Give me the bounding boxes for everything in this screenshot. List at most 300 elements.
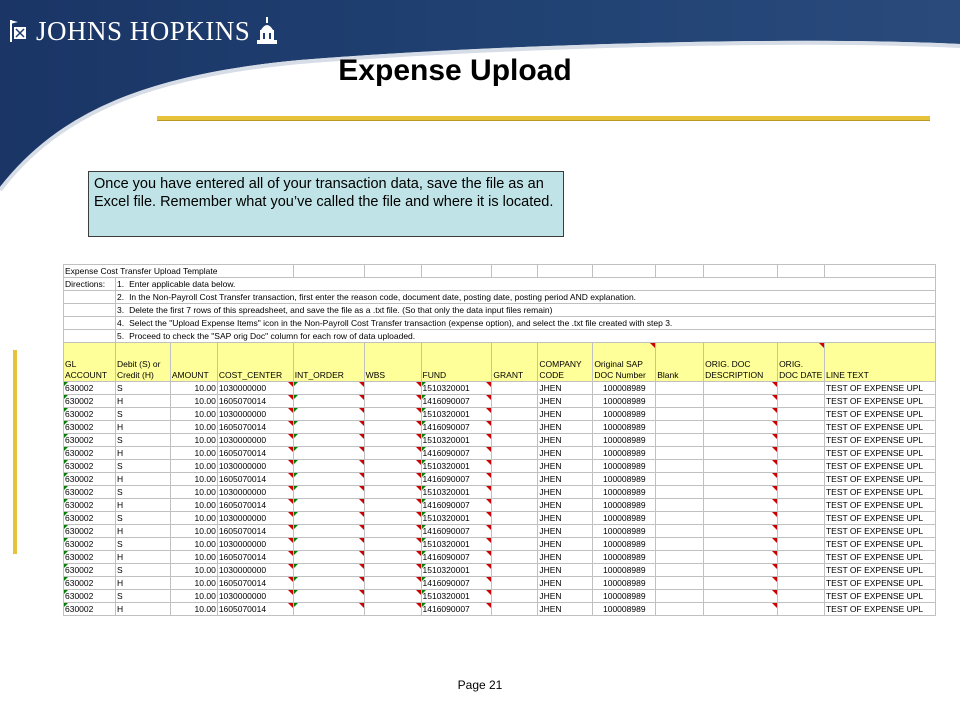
direction-text: Delete the first 7 rows of this spreadsheet, and save the file as a .txt file. (So that only the data input files remain) [129,305,553,315]
table-cell[interactable]: 1605070014 [217,603,293,616]
table-cell[interactable]: JHEN [538,538,593,551]
column-header-cell[interactable]: GRANT [492,343,538,382]
column-header-cell[interactable]: ORIG. DOC DESCRIPTION [704,343,778,382]
table-cell[interactable]: TEST OF EXPENSE UPL [824,421,935,434]
empty-cell[interactable] [364,265,421,278]
table-cell[interactable]: 100008989 [593,382,656,395]
table-cell[interactable] [656,395,704,408]
table-cell[interactable]: JHEN [538,603,593,616]
page-title [0,54,960,88]
table-cell[interactable]: JHEN [538,460,593,473]
table-cell[interactable]: TEST OF EXPENSE UPL [824,564,935,577]
empty-cell[interactable] [421,265,492,278]
table-cell[interactable] [293,395,364,408]
table-cell[interactable]: 1510320001 [421,564,492,577]
table-cell[interactable] [364,447,421,460]
table-cell[interactable] [778,577,825,590]
table-cell[interactable]: JHEN [538,512,593,525]
title-divider [157,116,930,120]
table-cell[interactable] [656,447,704,460]
directions-text-cell[interactable] [115,304,935,317]
table-cell[interactable]: S [115,486,170,499]
table-cell[interactable] [704,577,778,590]
table-cell[interactable]: 100008989 [593,564,656,577]
table-cell[interactable]: 630002 [64,538,116,551]
table-cell[interactable] [293,499,364,512]
table-cell[interactable]: TEST OF EXPENSE UPL [824,447,935,460]
directions-text-cell[interactable] [115,291,935,304]
table-cell[interactable]: 100008989 [593,525,656,538]
table-cell[interactable]: 630002 [64,499,116,512]
table-cell[interactable]: TEST OF EXPENSE UPL [824,434,935,447]
table-cell[interactable] [704,590,778,603]
table-cell[interactable] [293,434,364,447]
table-cell[interactable]: 10.00 [170,551,217,564]
table-cell[interactable] [656,538,704,551]
table-cell[interactable]: 630002 [64,460,116,473]
table-cell[interactable]: 1416090007 [421,447,492,460]
table-cell[interactable] [704,525,778,538]
table-cell[interactable]: 1510320001 [421,590,492,603]
table-cell[interactable]: 1510320001 [421,512,492,525]
template-title-row [64,265,936,278]
table-cell[interactable] [778,499,825,512]
table-cell[interactable]: TEST OF EXPENSE UPL [824,577,935,590]
table-cell[interactable]: 630002 [64,473,116,486]
table-cell[interactable]: 10.00 [170,538,217,551]
table-cell[interactable]: 1510320001 [421,460,492,473]
table-cell[interactable]: 630002 [64,603,116,616]
table-cell[interactable]: 100008989 [593,590,656,603]
table-cell[interactable]: 1030000000 [217,486,293,499]
table-cell[interactable] [492,473,538,486]
column-header-cell[interactable]: Blank [656,343,704,382]
table-row [64,512,936,525]
table-cell[interactable]: 1416090007 [421,499,492,512]
table-cell[interactable]: 100008989 [593,603,656,616]
table-cell[interactable] [656,408,704,421]
column-header-cell[interactable]: COST_CENTER [217,343,293,382]
table-cell[interactable]: TEST OF EXPENSE UPL [824,408,935,421]
table-cell[interactable]: JHEN [538,525,593,538]
table-cell[interactable]: JHEN [538,408,593,421]
table-cell[interactable]: H [115,499,170,512]
empty-cell[interactable] [824,265,935,278]
table-cell[interactable]: 630002 [64,408,116,421]
table-cell[interactable]: 630002 [64,382,116,395]
table-row [64,408,936,421]
table-cell[interactable] [704,395,778,408]
table-cell[interactable] [364,551,421,564]
table-cell[interactable]: 10.00 [170,473,217,486]
table-cell[interactable]: 630002 [64,551,116,564]
table-cell[interactable]: 630002 [64,486,116,499]
table-cell[interactable]: JHEN [538,564,593,577]
table-cell[interactable]: H [115,577,170,590]
table-cell[interactable]: 1030000000 [217,382,293,395]
directions-label-cell[interactable] [64,330,116,343]
table-cell[interactable]: S [115,564,170,577]
table-cell[interactable] [364,486,421,499]
direction-text: Enter applicable data below. [129,279,236,289]
table-cell[interactable] [656,421,704,434]
column-header-cell[interactable]: LINE TEXT [824,343,935,382]
table-cell[interactable] [364,434,421,447]
table-cell[interactable] [293,538,364,551]
table-cell[interactable] [778,564,825,577]
table-cell[interactable]: 1030000000 [217,512,293,525]
table-cell[interactable] [704,460,778,473]
table-cell[interactable]: 10.00 [170,382,217,395]
table-cell[interactable] [704,512,778,525]
table-cell[interactable]: 1416090007 [421,395,492,408]
table-cell[interactable]: 1510320001 [421,382,492,395]
table-cell[interactable]: JHEN [538,486,593,499]
table-cell[interactable]: 1605070014 [217,421,293,434]
table-cell[interactable]: JHEN [538,421,593,434]
directions-label-cell[interactable] [64,317,116,330]
table-cell[interactable] [364,460,421,473]
table-cell[interactable]: JHEN [538,434,593,447]
table-cell[interactable] [492,512,538,525]
table-cell[interactable] [293,460,364,473]
table-cell[interactable] [293,590,364,603]
table-cell[interactable]: 1605070014 [217,551,293,564]
table-cell[interactable] [364,525,421,538]
table-cell[interactable] [364,590,421,603]
directions-text-cell[interactable] [115,278,935,291]
table-cell[interactable]: H [115,421,170,434]
table-cell[interactable]: JHEN [538,577,593,590]
table-cell[interactable]: 1510320001 [421,538,492,551]
table-cell[interactable]: JHEN [538,447,593,460]
table-cell[interactable] [704,434,778,447]
table-cell[interactable] [492,538,538,551]
table-cell[interactable]: 100008989 [593,421,656,434]
table-cell[interactable]: 10.00 [170,512,217,525]
table-cell[interactable]: 10.00 [170,395,217,408]
directions-text-cell[interactable] [115,330,935,343]
table-row [64,564,936,577]
table-cell[interactable] [492,577,538,590]
table-cell[interactable] [704,499,778,512]
table-cell[interactable] [778,486,825,499]
table-cell[interactable]: 10.00 [170,590,217,603]
table-cell[interactable]: 10.00 [170,460,217,473]
table-cell[interactable] [293,525,364,538]
empty-cell[interactable] [492,265,538,278]
table-cell[interactable]: 1605070014 [217,395,293,408]
table-cell[interactable] [364,512,421,525]
table-cell[interactable] [656,499,704,512]
table-cell[interactable]: S [115,434,170,447]
table-cell[interactable] [293,512,364,525]
table-cell[interactable]: 100008989 [593,538,656,551]
table-cell[interactable] [778,395,825,408]
table-cell[interactable]: S [115,590,170,603]
table-cell[interactable] [293,473,364,486]
table-cell[interactable]: 10.00 [170,421,217,434]
table-cell[interactable] [656,603,704,616]
table-cell[interactable] [656,525,704,538]
column-header-cell[interactable]: GL ACCOUNT [64,343,116,382]
table-cell[interactable]: 1030000000 [217,434,293,447]
table-cell[interactable] [656,486,704,499]
table-cell[interactable] [492,447,538,460]
table-cell[interactable]: TEST OF EXPENSE UPL [824,499,935,512]
table-cell[interactable]: 630002 [64,577,116,590]
table-cell[interactable]: 100008989 [593,512,656,525]
table-cell[interactable]: 1416090007 [421,421,492,434]
table-cell[interactable]: JHEN [538,590,593,603]
table-cell[interactable]: 10.00 [170,577,217,590]
table-cell[interactable] [704,538,778,551]
table-cell[interactable] [293,577,364,590]
table-cell[interactable]: 1605070014 [217,499,293,512]
table-cell[interactable] [293,551,364,564]
table-cell[interactable]: TEST OF EXPENSE UPL [824,512,935,525]
table-cell[interactable]: 1030000000 [217,590,293,603]
table-cell[interactable] [656,512,704,525]
empty-cell[interactable] [293,265,364,278]
table-cell[interactable]: 1510320001 [421,434,492,447]
table-cell[interactable] [364,538,421,551]
table-cell[interactable]: 630002 [64,395,116,408]
table-cell[interactable]: 630002 [64,590,116,603]
table-cell[interactable]: JHEN [538,395,593,408]
table-cell[interactable]: 1030000000 [217,408,293,421]
table-cell[interactable]: JHEN [538,382,593,395]
direction-number: 5. [116,331,125,341]
table-cell[interactable]: TEST OF EXPENSE UPL [824,382,935,395]
table-cell[interactable]: 1605070014 [217,577,293,590]
table-cell[interactable] [364,499,421,512]
table-cell[interactable] [778,447,825,460]
table-cell[interactable] [492,551,538,564]
table-cell[interactable]: 100008989 [593,408,656,421]
empty-cell[interactable] [704,265,778,278]
table-cell[interactable] [778,603,825,616]
table-cell[interactable] [364,382,421,395]
table-cell[interactable]: 100008989 [593,447,656,460]
column-header-cell[interactable]: COMPANY CODE [538,343,593,382]
table-cell[interactable] [492,603,538,616]
table-cell[interactable] [364,564,421,577]
empty-cell[interactable] [593,265,656,278]
table-cell[interactable]: H [115,447,170,460]
table-cell[interactable] [364,473,421,486]
table-cell[interactable]: 1030000000 [217,564,293,577]
table-cell[interactable] [492,460,538,473]
table-cell[interactable] [293,564,364,577]
table-cell[interactable]: 100008989 [593,473,656,486]
table-cell[interactable]: 100008989 [593,577,656,590]
table-cell[interactable]: H [115,551,170,564]
table-cell[interactable]: 10.00 [170,525,217,538]
table-cell[interactable]: 630002 [64,525,116,538]
column-header-cell[interactable]: Original SAP DOC Number [593,343,656,382]
table-cell[interactable] [293,486,364,499]
table-cell[interactable] [492,486,538,499]
column-header-cell[interactable]: ORIG. DOC DATE [778,343,825,382]
table-cell[interactable] [656,551,704,564]
empty-cell[interactable] [778,265,825,278]
table-cell[interactable] [364,577,421,590]
table-cell[interactable] [778,590,825,603]
table-cell[interactable] [778,460,825,473]
table-cell[interactable]: JHEN [538,473,593,486]
table-cell[interactable]: 100008989 [593,434,656,447]
table-cell[interactable]: 10.00 [170,486,217,499]
table-cell[interactable]: JHEN [538,499,593,512]
table-cell[interactable] [656,434,704,447]
table-cell[interactable]: TEST OF EXPENSE UPL [824,538,935,551]
spreadsheet-screenshot [63,264,936,624]
table-cell[interactable] [492,525,538,538]
table-cell[interactable]: TEST OF EXPENSE UPL [824,525,935,538]
table-cell[interactable] [656,460,704,473]
table-cell[interactable] [704,382,778,395]
table-cell[interactable]: TEST OF EXPENSE UPL [824,486,935,499]
table-cell[interactable] [492,395,538,408]
table-cell[interactable] [704,421,778,434]
table-cell[interactable]: H [115,525,170,538]
table-cell[interactable] [704,473,778,486]
table-cell[interactable]: JHEN [538,551,593,564]
template-title-cell[interactable]: Expense Cost Transfer Upload Template [64,265,294,278]
table-cell[interactable] [704,603,778,616]
table-cell[interactable]: 100008989 [593,499,656,512]
table-cell[interactable]: TEST OF EXPENSE UPL [824,460,935,473]
table-cell[interactable]: TEST OF EXPENSE UPL [824,473,935,486]
table-cell[interactable]: 630002 [64,564,116,577]
directions-label-cell[interactable] [64,291,116,304]
table-cell[interactable]: 10.00 [170,408,217,421]
directions-label-cell[interactable]: Directions: [64,278,116,291]
table-cell[interactable]: TEST OF EXPENSE UPL [824,395,935,408]
table-cell[interactable]: 630002 [64,421,116,434]
table-cell[interactable]: 100008989 [593,460,656,473]
table-cell[interactable] [704,447,778,460]
table-cell[interactable] [293,382,364,395]
empty-cell[interactable] [538,265,593,278]
directions-label-cell[interactable] [64,304,116,317]
table-cell[interactable] [778,512,825,525]
table-cell[interactable]: 630002 [64,447,116,460]
table-cell[interactable] [492,564,538,577]
table-cell[interactable]: S [115,460,170,473]
table-cell[interactable]: 1605070014 [217,447,293,460]
table-cell[interactable] [364,408,421,421]
table-cell[interactable]: 100008989 [593,395,656,408]
table-cell[interactable]: S [115,512,170,525]
table-cell[interactable] [704,486,778,499]
table-cell[interactable]: 10.00 [170,603,217,616]
table-cell[interactable] [656,577,704,590]
table-cell[interactable]: H [115,473,170,486]
table-cell[interactable]: 1416090007 [421,603,492,616]
table-cell[interactable] [778,421,825,434]
table-cell[interactable] [492,499,538,512]
table-cell[interactable]: S [115,382,170,395]
table-row [64,421,936,434]
directions-text-cell[interactable] [115,317,935,330]
column-header-cell[interactable]: Debit (S) or Credit (H) [115,343,170,382]
table-cell[interactable]: 630002 [64,512,116,525]
column-header-cell[interactable]: WBS [364,343,421,382]
column-header-cell[interactable]: FUND [421,343,492,382]
table-cell[interactable] [704,564,778,577]
table-cell[interactable] [492,590,538,603]
table-cell[interactable]: 1416090007 [421,551,492,564]
table-cell[interactable] [492,434,538,447]
table-cell[interactable]: 1416090007 [421,525,492,538]
table-cell[interactable] [492,382,538,395]
table-cell[interactable] [492,408,538,421]
table-cell[interactable] [293,447,364,460]
table-cell[interactable] [364,603,421,616]
table-cell[interactable]: 1510320001 [421,408,492,421]
table-cell[interactable] [656,590,704,603]
table-cell[interactable]: 1416090007 [421,473,492,486]
directions-row [64,291,936,304]
table-cell[interactable] [778,408,825,421]
table-cell[interactable]: 10.00 [170,564,217,577]
table-cell[interactable]: TEST OF EXPENSE UPL [824,603,935,616]
table-cell[interactable] [778,551,825,564]
column-header-cell[interactable]: AMOUNT [170,343,217,382]
table-cell[interactable] [293,421,364,434]
table-cell[interactable] [293,408,364,421]
table-cell[interactable]: S [115,538,170,551]
table-cell[interactable]: 1605070014 [217,473,293,486]
table-cell[interactable]: 1605070014 [217,525,293,538]
directions-row [64,330,936,343]
table-cell[interactable]: 1416090007 [421,577,492,590]
table-cell[interactable] [778,525,825,538]
table-cell[interactable] [704,408,778,421]
table-cell[interactable]: TEST OF EXPENSE UPL [824,590,935,603]
table-cell[interactable]: 100008989 [593,551,656,564]
table-cell[interactable]: 10.00 [170,499,217,512]
table-cell[interactable] [293,603,364,616]
table-cell[interactable] [704,551,778,564]
table-cell[interactable]: 10.00 [170,447,217,460]
table-cell[interactable]: H [115,395,170,408]
table-cell[interactable] [778,538,825,551]
column-header-cell[interactable]: INT_ORDER [293,343,364,382]
table-cell[interactable] [492,421,538,434]
table-cell[interactable]: 100008989 [593,486,656,499]
table-cell[interactable]: 630002 [64,434,116,447]
table-cell[interactable] [778,473,825,486]
table-cell[interactable]: 10.00 [170,434,217,447]
table-cell[interactable] [656,473,704,486]
empty-cell[interactable] [656,265,704,278]
table-cell[interactable] [778,434,825,447]
table-cell[interactable] [656,382,704,395]
table-cell[interactable] [364,421,421,434]
table-cell[interactable]: TEST OF EXPENSE UPL [824,551,935,564]
table-cell[interactable]: 1030000000 [217,538,293,551]
table-cell[interactable] [656,564,704,577]
table-cell[interactable]: 1510320001 [421,486,492,499]
table-cell[interactable]: H [115,603,170,616]
table-cell[interactable] [778,382,825,395]
table-cell[interactable]: 1030000000 [217,460,293,473]
table-cell[interactable]: S [115,408,170,421]
table-cell[interactable] [364,395,421,408]
